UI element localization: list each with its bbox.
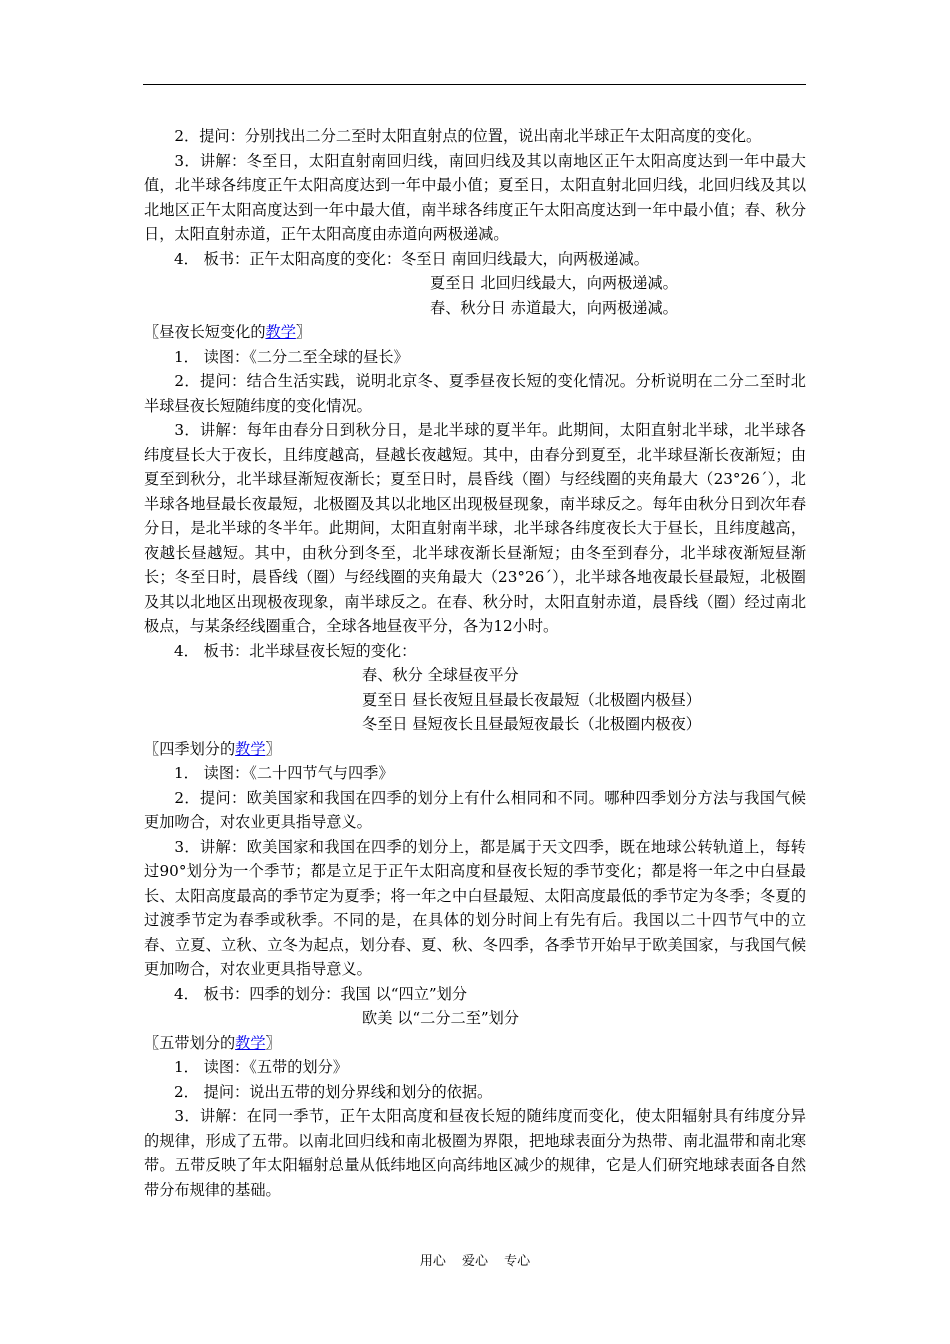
daylength-board-4: 冬至日 昼短夜长且昼最短夜最长（北极圈内极夜） <box>362 715 701 733</box>
seasons-board-1: 4． 板书：四季的划分：我国 以“四立”划分 <box>174 984 468 1003</box>
teaching-link[interactable]: 教学 <box>235 1033 266 1052</box>
daylength-board-2: 春、秋分 全球昼夜平分 <box>362 666 519 684</box>
seasons-board-2: 欧美 以“二分二至”划分 <box>362 1009 520 1027</box>
daylength-read: 1． 读图：《二分二至全球的昼长》 <box>174 347 409 366</box>
teaching-link[interactable]: 教学 <box>235 739 266 758</box>
section-title-zones: 〖五带划分的教学〗 <box>144 1033 281 1052</box>
header-rule <box>143 84 806 85</box>
section-title-seasons: 〖四季划分的教学〗 <box>144 739 281 758</box>
zones-question: 2． 提问：说出五带的划分界线和划分的依据。 <box>174 1082 493 1101</box>
zones-read: 1． 读图：《五带的划分》 <box>174 1058 348 1076</box>
solar-board-3: 春、秋分日 赤道最大，向两极递减。 <box>430 298 678 317</box>
daylength-question: 2．提问：结合生活实践，说明北京冬、夏季昼夜长短的变化情况。分析说明在二分二至时北半球昼夜长短随纬度的变化情况。 <box>144 372 806 415</box>
footer-word: 用心 <box>419 1254 446 1269</box>
daylength-board-1: 4． 板书：北半球昼夜长短的变化： <box>174 641 417 660</box>
section-title-daylength: 〖昼夜长短变化的教学〗 <box>144 323 312 341</box>
seasons-explanation: 3．讲解：欧美国家和我国在四季的划分上，都是属于天文四季，既在地球公转轨道上，每转过90°划分为一个季节；都是立足于正午太阳高度和昼夜长短的季节变化；都是将一年之中白昼最长、太阳高度最高的季节定为夏季；将一年之中白昼最短、太阳高度最低的季节定为冬季；冬夏的过渡季节定为春季或秋季。不同的是，在具体的划分时间上有先有后。我国以二十四节气中的立春、立夏、立秋、立冬为起点，划分春、夏、秋、冬四季，各季节开始早于欧美国家，与我国气候更加吻合，对农业更具指导意义。 <box>144 837 806 978</box>
page-footer <box>0 1250 950 1269</box>
zones-explanation: 3．讲解：在同一季节，正午太阳高度和昼夜长短的随纬度而变化，使太阳辐射具有纬度分异的规律，形成了五带。以南北回归线和南北极圈为界限，把地球表面分为热带、南北温带和南北寒带。五带反映了年太阳辐射总量从低纬地区向高纬地区减少的规律，它是人们研究地球表面各自然带分布规律的基础。 <box>144 1107 806 1199</box>
daylength-explanation: 3．讲解：每年由春分日到秋分日，是北半球的夏半年。此期间，太阳直射北半球，北半球各纬度昼长大于夜长，且纬度越高，昼越长夜越短。其中，由春分到夏至，北半球昼渐长夜渐短；由夏至到秋分，北半球昼渐短夜渐长；夏至日时，晨昏线（圈）与经线圈的夹角最大（23°26´），北半球各地昼最长夜最短，北极圈及其以北地区出现极昼现象，南半球反之。每年由秋分日到次年春分日，是北半球的冬半年。此期间，太阳直射南半球，北半球各纬度夜长大于昼长，且纬度越高，夜越长昼越短。其中，由秋分到冬至，北半球夜渐长昼渐短；由冬至到春分，北半球夜渐短昼渐长；冬至日时，晨昏线（圈）与经线圈的夹角最大（23°26´），北半球各地夜最长昼最短，北极圈及其以北地区出现极夜现象，南半球反之。在春、秋分时，太阳直射赤道，晨昏线（圈）经过南北极点，与某条经线圈重合，全球各地昼夜平分，各为12小时。 <box>144 421 806 635</box>
solar-explanation: 3．讲解：冬至日，太阳直射南回归线，南回归线及其以南地区正午太阳高度达到一年中最大值，北半球各纬度正午太阳高度达到一年中最小值；夏至日，太阳直射北回归线，北回归线及其以北地区正午太阳高度达到一年中最大值，南半球各纬度正午太阳高度达到一年中最小值；春、秋分日，太阳直射赤道，正午太阳高度由赤道向两极递减。 <box>144 151 806 243</box>
daylength-board-3: 夏至日 昼长夜短且昼最长夜最短（北极圈内极昼） <box>362 690 701 709</box>
seasons-question: 2．提问：欧美国家和我国在四季的划分上有什么相同和不同。哪种四季划分方法与我国气候更加吻合，对农业更具指导意义。 <box>144 788 806 831</box>
document-body <box>144 124 806 1202</box>
solar-question: 2．提问：分别找出二分二至时太阳直射点的位置，说出南北半球正午太阳高度的变化。 <box>174 127 762 145</box>
footer-word: 专心 <box>504 1254 531 1269</box>
solar-board-2: 夏至日 北回归线最大，向两极递减。 <box>430 274 678 292</box>
footer-word: 爱心 <box>461 1254 488 1269</box>
solar-board-1: 4． 板书：正午太阳高度的变化：冬至日 南回归线最大，向两极递减。 <box>174 249 649 268</box>
seasons-read: 1． 读图：《二十四节气与四季》 <box>174 764 394 782</box>
teaching-link[interactable]: 教学 <box>265 323 296 341</box>
